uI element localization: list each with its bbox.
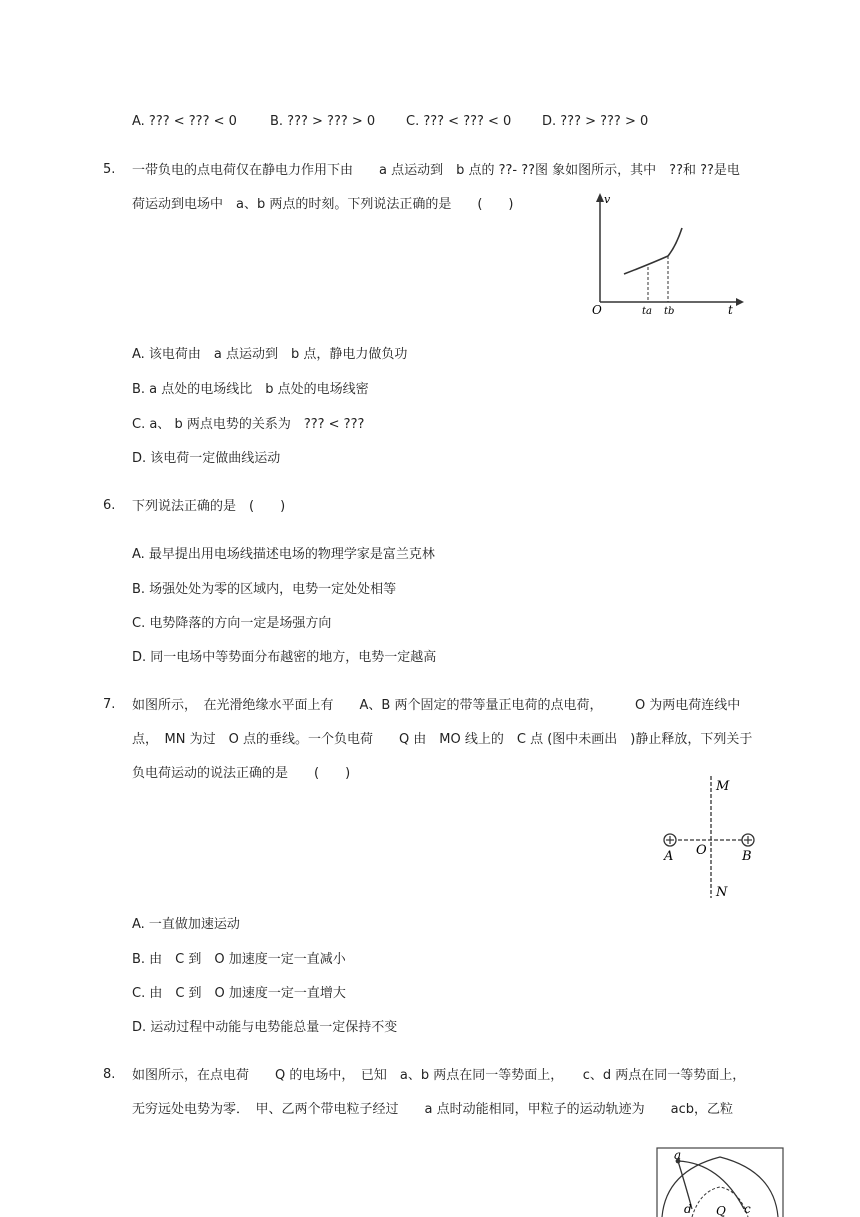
q7-option-b: B. 由 C 到 O 加速度一定一直减小 xyxy=(132,952,346,967)
q5-ta-label: ta xyxy=(642,306,652,315)
q5-number: 5. xyxy=(103,162,116,177)
q5-text-line-2: 荷运动到电场中 a、b 两点的时刻。下列说法正确的是 ( ) xyxy=(132,197,514,212)
q7-text-line-3: 负电荷运动的说法正确的是 ( ) xyxy=(132,766,351,781)
q4-option-d: D. ??? > ??? > 0 xyxy=(542,114,649,129)
q7-option-a: A. 一直做加速运动 xyxy=(132,917,240,932)
q5-option-c: C. a、 b 两点电势的关系为 ??? < ??? xyxy=(132,417,365,432)
q7-option-c: C. 由 C 到 O 加速度一定一直增大 xyxy=(132,986,346,1001)
q8-d-label: d xyxy=(684,1202,692,1216)
q5-t-label: t xyxy=(728,303,733,315)
q7-o-label: O xyxy=(696,843,707,858)
q5-text-line-1: 一带负电的点电荷仅在静电力作用下由 a 点运动到 b 点的 ??- ??图 象如图所示，其中 ??和 ??是电 xyxy=(132,163,740,178)
q8-equipotential-figure xyxy=(656,1147,784,1217)
q8-a-label: a xyxy=(674,1148,682,1162)
q4-option-b: B. ??? > ??? > 0 xyxy=(270,114,376,129)
q7-m-label: M xyxy=(716,779,730,794)
q5-v-label: v xyxy=(604,193,611,206)
q7-option-d: D. 运动过程中动能与电势能总量一定保持不变 xyxy=(132,1020,398,1035)
q5-v-arrow xyxy=(596,193,604,202)
q7-text-line-1: 如图所示， 在光滑绝缘水平面上有 A、B 两个固定的带等量正电荷的点电荷， O 为两电荷连线中 xyxy=(132,698,741,713)
q5-t-arrow xyxy=(736,298,744,306)
q7-number: 7. xyxy=(103,697,116,712)
q7-charge-b xyxy=(742,834,754,846)
q5-option-d: D. 该电荷一定做曲线运动 xyxy=(132,451,281,466)
q4-option-a: A. ??? < ??? < 0 xyxy=(132,114,237,129)
q5-vt-curve xyxy=(624,228,682,274)
q5-vt-graph xyxy=(586,190,746,315)
q6-text-line-1: 下列说法正确的是 ( ) xyxy=(132,499,286,514)
q7-n-label: N xyxy=(716,885,728,900)
q5-tb-label: tb xyxy=(664,306,675,315)
q7-text-line-2: 点， MN 为过 O 点的垂线。一个负电荷 Q 由 MO 线上的 C 点 (图中未画出 )静止释放，下列关于 xyxy=(132,732,753,747)
q5-option-b: B. a 点处的电场线比 b 点处的电场线密 xyxy=(132,382,369,397)
q8-number: 8. xyxy=(103,1067,116,1082)
q4-option-c: C. ??? < ??? < 0 xyxy=(406,114,512,129)
q4-options xyxy=(132,114,692,132)
q6-option-c: C. 电势降落的方向一定是场强方向 xyxy=(132,616,332,631)
q6-option-b: B. 场强处处为零的区域内，电势一定处处相等 xyxy=(132,582,397,597)
q7-a-label: A xyxy=(664,849,674,864)
q7-charge-a xyxy=(664,834,676,846)
q8-text-line-1: 如图所示，在点电荷 Q 的电场中， 已知 a、b 两点在同一等势面上， c、d 两点在同一等势面上， xyxy=(132,1068,746,1083)
q8-c-label: c xyxy=(744,1202,751,1216)
q6-option-a: A. 最早提出用电场线描述电场的物理学家是富兰克林 xyxy=(132,547,435,562)
q6-number: 6. xyxy=(103,498,116,513)
q6-option-d: D. 同一电场中等势面分布越密的地方，电势一定越高 xyxy=(132,650,437,665)
q7-b-label: B xyxy=(742,849,752,864)
q8-text-line-2: 无穷远处电势为零． 甲、乙两个带电粒子经过 a 点时动能相同，甲粒子的运动轨迹为 acb，乙粒 xyxy=(132,1102,733,1117)
q7-charges-figure xyxy=(656,772,766,902)
q8-q-label: Q xyxy=(716,1204,726,1217)
q5-origin-label: O xyxy=(592,303,602,315)
q5-option-a: A. 该电荷由 a 点运动到 b 点，静电力做负功 xyxy=(132,347,408,362)
